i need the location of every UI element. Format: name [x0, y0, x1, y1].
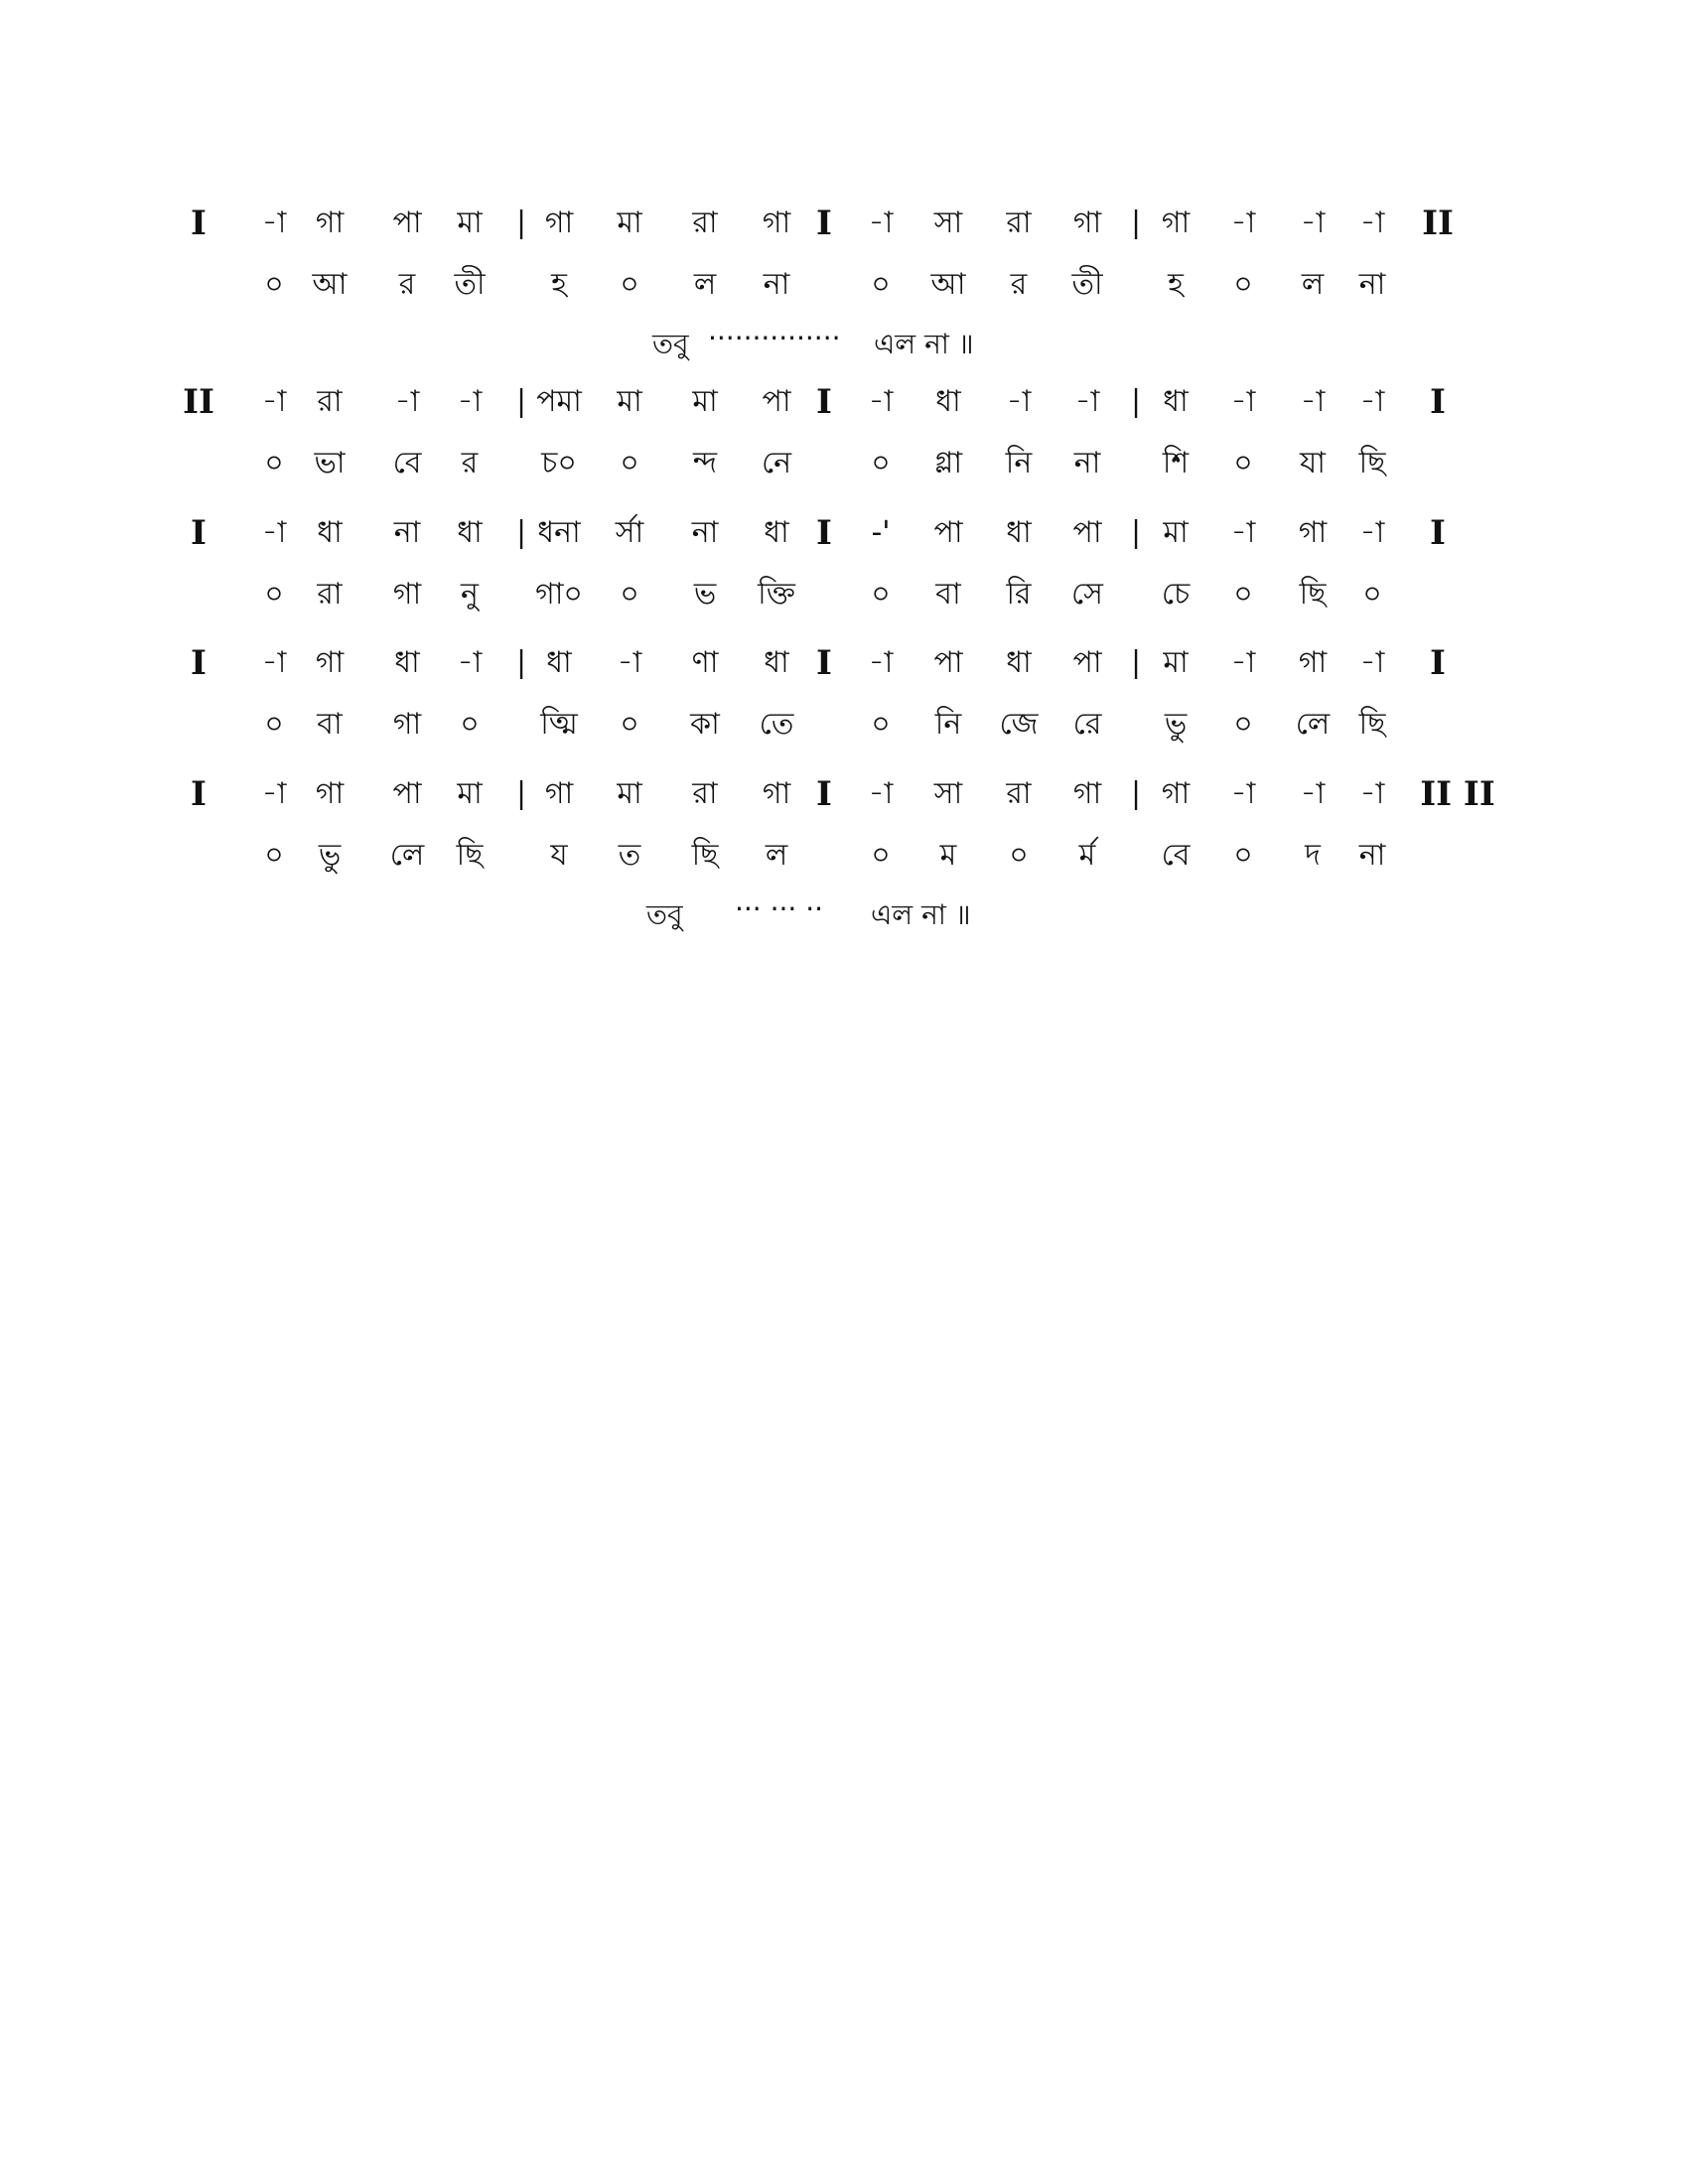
- note: -া: [394, 384, 420, 419]
- start-bar-line: II: [183, 382, 214, 422]
- lyric-syllable: ০: [1233, 267, 1253, 302]
- note: গা: [544, 205, 574, 240]
- measure-bar-line: I: [816, 643, 832, 683]
- lyric-syllable: না: [763, 267, 790, 302]
- note: -া: [1230, 384, 1256, 419]
- end-bar-line: I: [1430, 382, 1446, 422]
- beat-separator: |: [1130, 515, 1142, 550]
- lyric-syllable: বে: [1161, 838, 1191, 873]
- notes-row: [0, 382, 1688, 422]
- beat-separator: |: [515, 205, 527, 240]
- note: -া: [868, 645, 894, 680]
- end-bar-line: II II: [1420, 774, 1495, 814]
- note: -া: [617, 645, 642, 680]
- beat-separator: |: [1130, 645, 1142, 680]
- note: -া: [1359, 205, 1385, 240]
- lyric-syllable: ০: [620, 707, 639, 742]
- lyric-syllable: আ: [930, 267, 966, 302]
- note: গা: [315, 776, 345, 811]
- note: ধা: [1006, 645, 1032, 680]
- lyric-syllable: রে: [1072, 707, 1102, 742]
- note: -া: [1359, 776, 1385, 811]
- lyric-syllable: ০: [264, 446, 284, 480]
- lyric-syllable: লে: [1295, 707, 1331, 742]
- lyric-syllable: র: [1010, 267, 1028, 302]
- note: -া: [1230, 776, 1256, 811]
- note: ধা: [935, 384, 961, 419]
- note: গা: [315, 205, 345, 240]
- lyric-syllable: না: [1073, 446, 1101, 480]
- lyrics-row: [0, 705, 1688, 745]
- note: ধা: [546, 645, 572, 680]
- measure-bar-line: I: [816, 204, 832, 243]
- note: মা: [617, 205, 642, 240]
- end-bar-line: I: [1430, 643, 1446, 683]
- lyric-syllable: কা: [690, 707, 720, 742]
- lyric-syllable: ল: [765, 838, 788, 873]
- beat-separator: |: [515, 384, 527, 419]
- lyric-syllable: ০: [871, 577, 891, 612]
- lyric-syllable: চ০: [541, 446, 577, 480]
- lyric-syllable: ০: [871, 707, 891, 742]
- notes-row: [0, 774, 1688, 814]
- lyric-syllable: ছি: [456, 838, 484, 873]
- lyric-syllable: হ: [551, 267, 567, 302]
- note: পমা: [536, 384, 582, 419]
- lyric-syllable: দ: [1305, 838, 1321, 873]
- lyric-syllable: বা: [935, 577, 961, 612]
- lyric-syllable: তী: [454, 267, 486, 302]
- lyric-syllable: ন্দ: [692, 446, 718, 480]
- lyric-syllable: নি: [934, 707, 962, 742]
- note: গা: [1072, 776, 1102, 811]
- note: রা: [1006, 205, 1032, 240]
- lyric-syllable: গা: [392, 577, 422, 612]
- start-bar-line: I: [191, 204, 207, 243]
- lyric-syllable: ল: [1301, 267, 1325, 302]
- lyric-syllable: ছি: [1299, 577, 1327, 612]
- lyric-syllable: নু: [461, 577, 479, 612]
- notes-row: [0, 643, 1688, 683]
- lyric-syllable: শি: [1162, 446, 1190, 480]
- note: সা: [933, 205, 963, 240]
- note: -া: [1074, 384, 1100, 419]
- note: -া: [1300, 205, 1326, 240]
- measure-bar-line: I: [816, 382, 832, 422]
- note: গা: [1298, 515, 1328, 550]
- lyric-syllable: ল: [693, 267, 717, 302]
- note: গা: [1072, 205, 1102, 240]
- end-bar-line: I: [1430, 513, 1446, 553]
- note: মা: [457, 776, 483, 811]
- refrain-start: তবু: [646, 898, 683, 931]
- measure-bar-line: I: [816, 513, 832, 553]
- note: ধনা: [537, 515, 581, 550]
- lyric-syllable: ০: [1009, 838, 1029, 873]
- lyric-syllable: ভু: [1164, 707, 1188, 742]
- lyrics-row: [0, 444, 1688, 483]
- lyric-syllable: ছি: [1358, 446, 1386, 480]
- note: ধা: [764, 515, 789, 550]
- note: রা: [692, 205, 718, 240]
- note: পা: [762, 384, 791, 419]
- lyric-syllable: ০: [264, 267, 284, 302]
- note: পা: [1072, 515, 1102, 550]
- lyric-syllable: সে: [1071, 577, 1103, 612]
- note: রা: [692, 776, 718, 811]
- lyric-syllable: বা: [317, 707, 343, 742]
- lyric-syllable: ক্তি: [758, 577, 795, 612]
- start-bar-line: I: [191, 643, 207, 683]
- measure-bar-line: I: [816, 774, 832, 814]
- start-bar-line: I: [191, 513, 207, 553]
- lyrics-row: [0, 575, 1688, 614]
- lyric-syllable: হ: [1168, 267, 1184, 302]
- lyric-syllable: ০: [264, 838, 284, 873]
- note: -া: [1006, 384, 1032, 419]
- lyric-syllable: ০: [264, 577, 284, 612]
- lyric-syllable: র্ম: [1078, 838, 1096, 873]
- lyric-syllable: ০: [1233, 838, 1253, 873]
- note: গা: [1298, 645, 1328, 680]
- note: র্সা: [615, 515, 644, 550]
- note: গা: [1161, 776, 1191, 811]
- note: গা: [544, 776, 574, 811]
- note: -া: [1300, 384, 1326, 419]
- note: রা: [317, 384, 343, 419]
- note: পা: [392, 776, 422, 811]
- lyric-syllable: য: [550, 838, 568, 873]
- note: পা: [933, 515, 963, 550]
- note: -া: [868, 776, 894, 811]
- note: -া: [261, 205, 287, 240]
- note: -া: [261, 645, 287, 680]
- refrain-end: এল না ॥: [874, 328, 974, 360]
- lyric-syllable: ০: [871, 838, 891, 873]
- note: -া: [868, 205, 894, 240]
- note: -া: [1359, 384, 1385, 419]
- note: ধা: [394, 645, 420, 680]
- lyric-syllable: ০: [1233, 446, 1253, 480]
- lyric-syllable: ০: [620, 446, 639, 480]
- note: ধা: [1006, 515, 1032, 550]
- lyric-syllable: গা০: [535, 577, 583, 612]
- note: গা: [762, 776, 791, 811]
- lyric-syllable: আ: [312, 267, 348, 302]
- refrain-start: তবু: [652, 328, 689, 360]
- note: ণা: [691, 645, 719, 680]
- lyric-syllable: ০: [1233, 577, 1253, 612]
- note: -া: [1300, 776, 1326, 811]
- note: মা: [617, 384, 642, 419]
- note: -া: [457, 645, 483, 680]
- lyric-syllable: তী: [1071, 267, 1103, 302]
- note: -া: [261, 776, 287, 811]
- note: -': [871, 515, 891, 550]
- lyric-syllable: ম: [939, 838, 957, 873]
- start-bar-line: I: [191, 774, 207, 814]
- note: গা: [762, 205, 791, 240]
- note: ধা: [457, 515, 483, 550]
- lyric-syllable: ০: [871, 267, 891, 302]
- lyric-syllable: ০: [620, 577, 639, 612]
- note: -া: [1230, 645, 1256, 680]
- note: গা: [315, 645, 345, 680]
- note: -া: [1230, 515, 1256, 550]
- lyric-syllable: নি: [1005, 446, 1033, 480]
- note: -া: [261, 515, 287, 550]
- note: -া: [1230, 205, 1256, 240]
- note: না: [691, 515, 719, 550]
- beat-separator: |: [515, 515, 527, 550]
- lyric-syllable: ভু: [318, 838, 342, 873]
- refrain-dots: ··· ··· ··: [735, 892, 824, 925]
- beat-separator: |: [1130, 776, 1142, 811]
- lyric-syllable: বে: [392, 446, 422, 480]
- lyric-syllable: ০: [620, 267, 639, 302]
- note: ধা: [317, 515, 343, 550]
- note: -া: [1359, 645, 1385, 680]
- note: মা: [1163, 645, 1189, 680]
- note: মা: [692, 384, 718, 419]
- lyric-syllable: ত: [618, 838, 641, 873]
- note: -া: [1359, 515, 1385, 550]
- refrain-end: এল না ॥: [871, 898, 971, 931]
- note: ধা: [1163, 384, 1189, 419]
- note: -া: [868, 384, 894, 419]
- lyric-syllable: ০: [1362, 577, 1382, 612]
- lyric-syllable: ত্মি: [540, 707, 578, 742]
- lyric-syllable: নে: [761, 446, 792, 480]
- lyric-syllable: র: [461, 446, 479, 480]
- lyric-syllable: ছি: [1358, 707, 1386, 742]
- note: পা: [392, 205, 422, 240]
- lyric-syllable: ভা: [314, 446, 346, 480]
- lyric-syllable: ভ: [693, 577, 717, 612]
- end-bar-line: II: [1422, 204, 1454, 243]
- beat-separator: |: [1130, 384, 1142, 419]
- note: সা: [933, 776, 963, 811]
- lyric-syllable: রি: [1006, 577, 1032, 612]
- note: ধা: [764, 645, 789, 680]
- note: না: [393, 515, 421, 550]
- lyric-syllable: না: [1358, 838, 1386, 873]
- note: পা: [1072, 645, 1102, 680]
- lyric-syllable: ০: [264, 707, 284, 742]
- beat-separator: |: [515, 776, 527, 811]
- notes-row: [0, 513, 1688, 553]
- note: -া: [261, 384, 287, 419]
- lyric-syllable: গা: [392, 707, 422, 742]
- lyric-syllable: তে: [759, 707, 794, 742]
- lyric-syllable: যা: [1300, 446, 1326, 480]
- notes-row: [0, 204, 1688, 243]
- refrain-dots: ···············: [708, 322, 841, 354]
- note: -া: [457, 384, 483, 419]
- note: মা: [457, 205, 483, 240]
- lyric-syllable: ০: [1233, 707, 1253, 742]
- lyrics-row: [0, 836, 1688, 876]
- lyric-syllable: চে: [1161, 577, 1191, 612]
- lyric-syllable: রা: [317, 577, 343, 612]
- note: গা: [1161, 205, 1191, 240]
- lyric-syllable: ০: [871, 446, 891, 480]
- note: পা: [933, 645, 963, 680]
- note: মা: [617, 776, 642, 811]
- lyric-syllable: লে: [389, 838, 425, 873]
- note: রা: [1006, 776, 1032, 811]
- lyric-syllable: গ্লা: [933, 446, 963, 480]
- note: মা: [1163, 515, 1189, 550]
- lyric-syllable: র: [398, 267, 416, 302]
- lyric-syllable: ০: [460, 707, 480, 742]
- lyrics-row: [0, 265, 1688, 305]
- lyric-syllable: না: [1358, 267, 1386, 302]
- lyric-syllable: ছি: [691, 838, 719, 873]
- beat-separator: |: [515, 645, 527, 680]
- lyric-syllable: জে: [999, 707, 1039, 742]
- beat-separator: |: [1130, 205, 1142, 240]
